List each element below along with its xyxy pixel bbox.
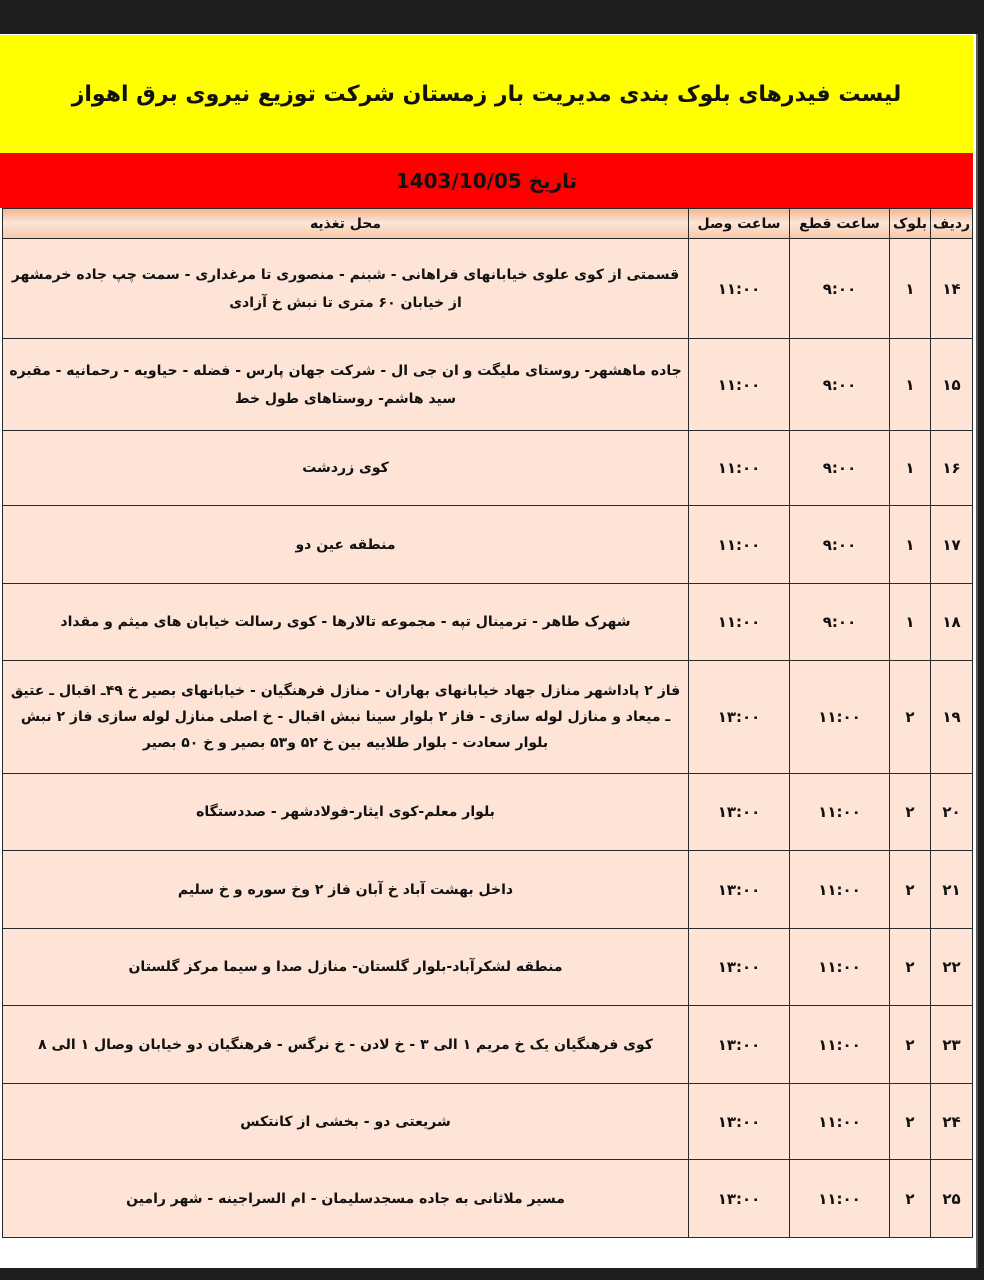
table-row [3,239,973,339]
block-number: ۲ [890,1160,931,1238]
header-reconnect-time: ساعت وصل [689,209,790,239]
row-number: ۱۸ [931,584,973,661]
table-row [3,584,973,661]
reconnect-time: ۱۱:۰۰ [689,339,790,431]
block-number: ۲ [890,774,931,851]
cut-time: ۱۱:۰۰ [790,774,890,851]
block-number: ۱ [890,339,931,431]
document-date: تاریخ 1403/10/05 [395,168,578,193]
table-row [3,1160,973,1238]
date-banner [0,153,973,208]
cut-time: ۱۱:۰۰ [790,851,890,929]
reconnect-time: ۱۱:۰۰ [689,239,790,339]
cut-time: ۱۱:۰۰ [790,661,890,774]
location: منطقه لشکرآباد-بلوار گلستان- منازل صدا و سیما مرکز گلستان [3,929,689,1006]
block-number: ۱ [890,239,931,339]
row-number: ۱۵ [931,339,973,431]
reconnect-time: ۱۱:۰۰ [689,431,790,506]
cut-time: ۹:۰۰ [790,584,890,661]
reconnect-time: ۱۳:۰۰ [689,1084,790,1160]
cut-time: ۹:۰۰ [790,239,890,339]
table-row [3,1006,973,1084]
header-row-number: ردیف [931,209,973,239]
header-location: محل تغذیه [3,209,689,239]
block-number: ۲ [890,851,931,929]
table-row [3,431,973,506]
reconnect-time: ۱۱:۰۰ [689,506,790,584]
row-number: ۱۴ [931,239,973,339]
header-cut-time: ساعت قطع [790,209,890,239]
feeder-schedule-table [2,208,973,1238]
block-number: ۲ [890,1084,931,1160]
location: شهرک طاهر - ترمینال تپه - مجموعه تالارها - کوی رسالت خیابان های میثم و مقداد [3,584,689,661]
table-row [3,1084,973,1160]
reconnect-time: ۱۳:۰۰ [689,851,790,929]
table-row [3,929,973,1006]
location: شریعتی دو - بخشی از کانتکس [3,1084,689,1160]
header-block: بلوک [890,209,931,239]
block-number: ۲ [890,1006,931,1084]
location: بلوار معلم-کوی ایثار-فولادشهر - صددستگاه [3,774,689,851]
row-number: ۱۹ [931,661,973,774]
document-page [0,34,978,1268]
location: منطقه عین دو [3,506,689,584]
cut-time: ۹:۰۰ [790,431,890,506]
table-row [3,661,973,774]
title-banner [0,35,973,153]
cut-time: ۱۱:۰۰ [790,1084,890,1160]
row-number: ۲۲ [931,929,973,1006]
location: داخل بهشت آباد خ آبان فاز ۲ وخ سوره و خ سلیم [3,851,689,929]
cut-time: ۱۱:۰۰ [790,1160,890,1238]
block-number: ۱ [890,506,931,584]
reconnect-time: ۱۳:۰۰ [689,1006,790,1084]
block-number: ۲ [890,661,931,774]
reconnect-time: ۱۳:۰۰ [689,661,790,774]
row-number: ۲۵ [931,1160,973,1238]
location: کوی زردشت [3,431,689,506]
location: مسیر ملاثانی به جاده مسجدسلیمان - ام السراجینه - شهر رامین [3,1160,689,1238]
location: جاده ماهشهر- روستای ملیگت و ان جی ال - شرکت جهان پارس - فضله - حیاویه - رحمانیه - مقبره سید هاشم- روستاهای طول خط [3,339,689,431]
location: کوی فرهنگیان یک خ مریم ۱ الی ۳ - خ لادن - خ نرگس - فرهنگیان دو خیابان وصال ۱ الی ۸ [3,1006,689,1084]
cut-time: ۱۱:۰۰ [790,1006,890,1084]
document-title: لیست فیدرهای بلوک بندی مدیریت بار زمستان شرکت توزیع نیروی برق اهواز [71,81,902,107]
block-number: ۱ [890,584,931,661]
cut-time: ۹:۰۰ [790,506,890,584]
row-number: ۱۷ [931,506,973,584]
cut-time: ۱۱:۰۰ [790,929,890,1006]
table-row [3,339,973,431]
reconnect-time: ۱۳:۰۰ [689,1160,790,1238]
table-row [3,851,973,929]
location: فاز ۲ پاداشهر منازل جهاد خیابانهای بهاران - منازل فرهنگیان - خیابانهای بصیر خ ۴۹ـ اقبال ـ عتیق ـ میعاد و منازل لوله سازی - فاز ۲ بلوار سینا نبش اقبال - خ اصلی منازل لوله سازی فاز ۲ نبش بلوار سعادت - بلوار طلاییه بین خ ۵۲ و۵۳ بصیر و خ ۵۰ بصیر [3,661,689,774]
table-row [3,506,973,584]
reconnect-time: ۱۳:۰۰ [689,929,790,1006]
cut-time: ۹:۰۰ [790,339,890,431]
row-number: ۲۱ [931,851,973,929]
reconnect-time: ۱۳:۰۰ [689,774,790,851]
row-number: ۲۰ [931,774,973,851]
block-number: ۲ [890,929,931,1006]
reconnect-time: ۱۱:۰۰ [689,584,790,661]
row-number: ۲۴ [931,1084,973,1160]
location: قسمتی از کوی علوی خیابانهای فراهانی - شبنم - منصوری تا مرغداری - سمت چپ جاده خرمشهر از خیابان ۶۰ متری تا نبش خ آزادی [3,239,689,339]
table-row [3,774,973,851]
row-number: ۲۳ [931,1006,973,1084]
table-header-row [3,209,973,239]
block-number: ۱ [890,431,931,506]
row-number: ۱۶ [931,431,973,506]
